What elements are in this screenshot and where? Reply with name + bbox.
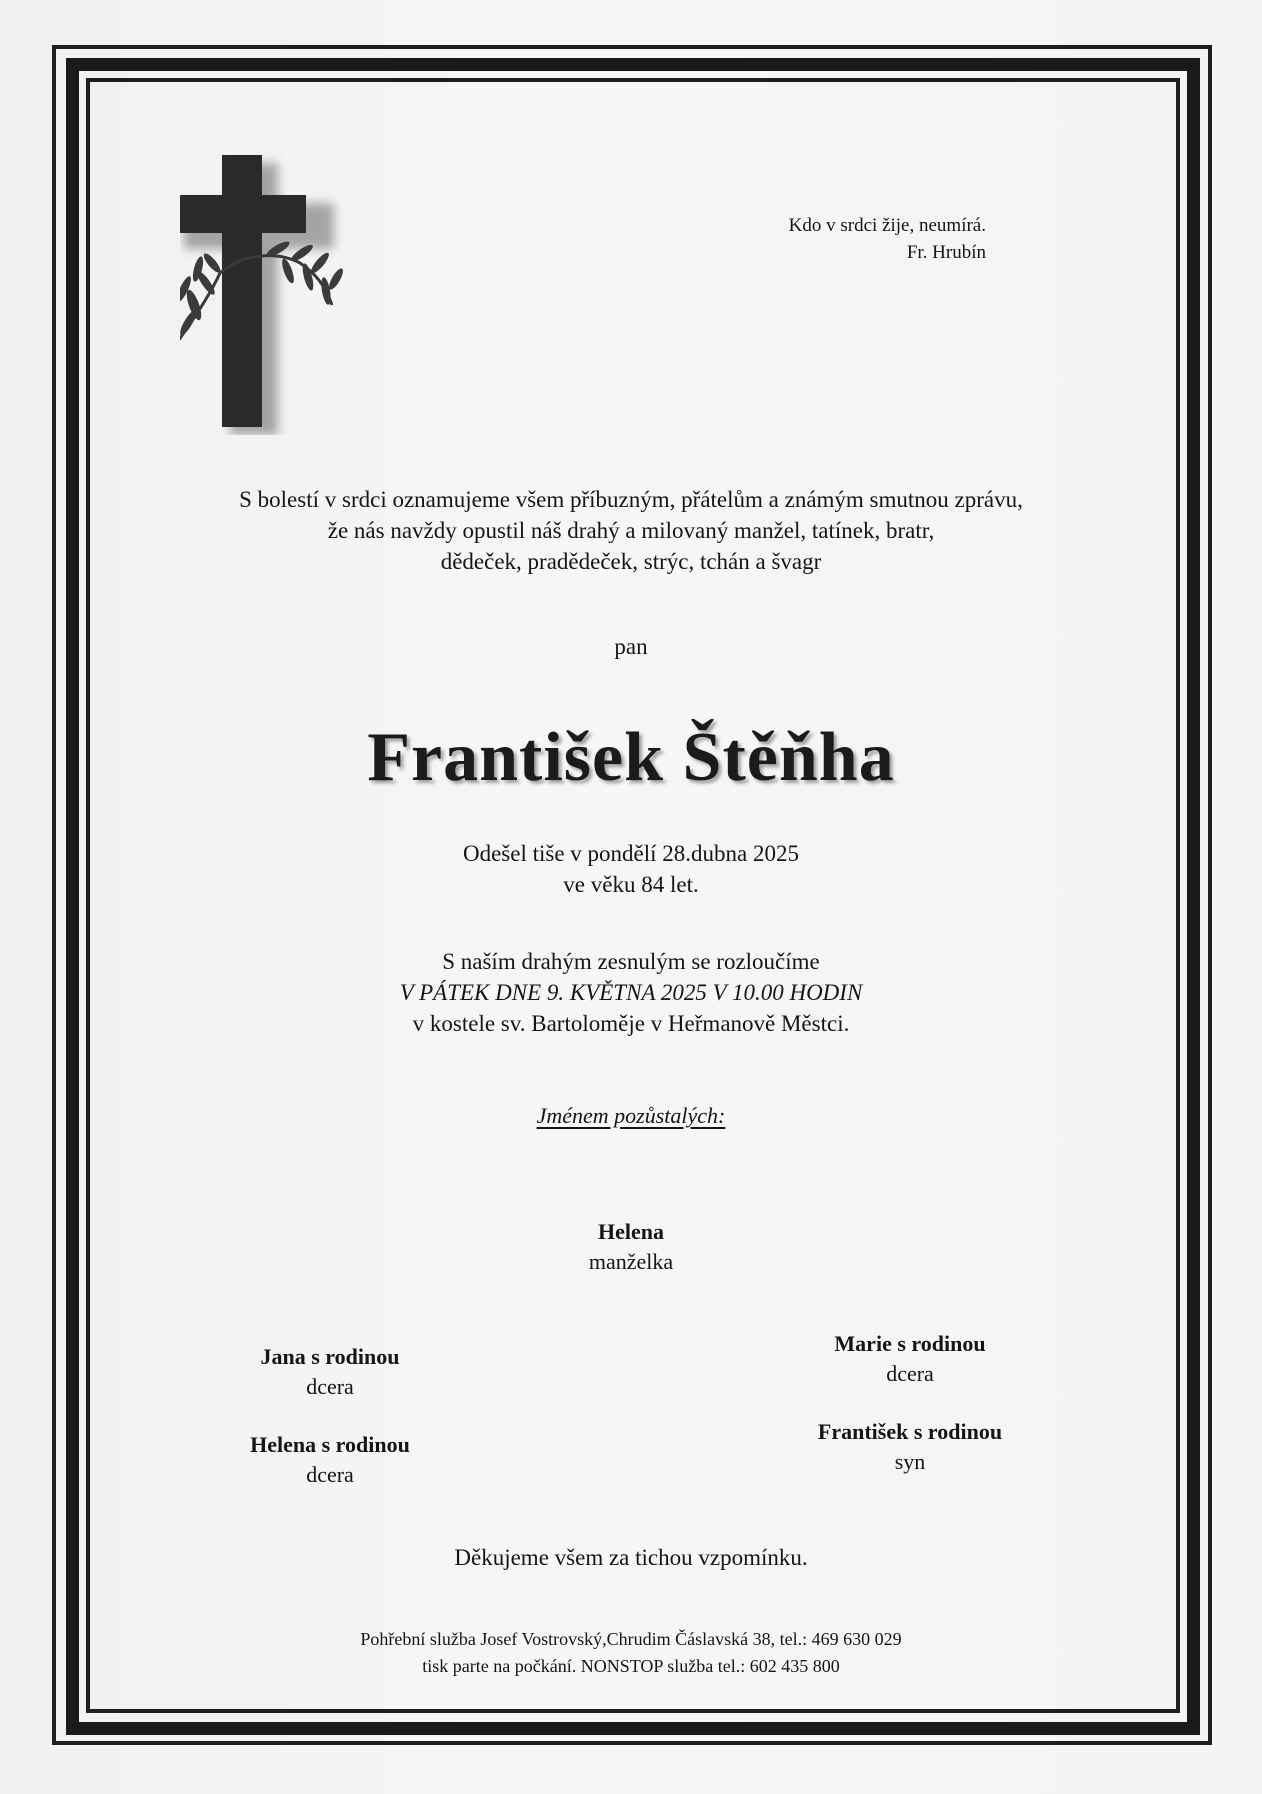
ceremony-place: v kostele sv. Bartoloměje v Heřmanově Městci.	[412, 1011, 850, 1036]
announcement-line: že nás navždy opustil náš drahý a milovaný manžel, tatínek, bratr,	[327, 518, 935, 543]
announcement	[100, 484, 1162, 577]
mourner-relation: dcera	[306, 1462, 354, 1487]
mourner-wife	[531, 1217, 731, 1277]
title-word: pan	[614, 634, 648, 659]
footer-line: tisk parte na počkání. NONSTOP služba tel.: 602 435 800	[422, 1656, 840, 1676]
quote	[789, 212, 986, 266]
ceremony-intro: S naším drahým zesnulým se rozloučíme	[442, 949, 820, 974]
thanks-text: Děkujeme všem za tichou vzpomínku.	[454, 1545, 808, 1570]
deceased-name: František Štěňha	[367, 719, 895, 796]
mourner-name: Jana s rodinou	[260, 1344, 400, 1369]
mourner-left-1	[190, 1342, 470, 1402]
mourner-name: František s rodinou	[817, 1419, 1003, 1444]
passing-age: ve věku 84 let.	[563, 872, 699, 897]
quote-text: Kdo v srdci žije, neumírá.	[788, 215, 986, 236]
passing-info	[100, 838, 1162, 900]
mourner-name: Helena s rodinou	[250, 1432, 410, 1457]
on-behalf-text: Jménem pozůstalých:	[536, 1103, 726, 1128]
mourner-right-1	[760, 1329, 1060, 1389]
cross-with-olive-branch-icon	[180, 145, 420, 435]
quote-author: Fr. Hrubín	[906, 242, 986, 263]
mourner-relation: manželka	[588, 1249, 674, 1274]
mourner-relation: dcera	[886, 1361, 934, 1386]
mourner-left-2	[190, 1430, 470, 1490]
mourner-relation: dcera	[306, 1374, 354, 1399]
on-behalf-heading	[100, 1103, 1162, 1129]
mourner-name: Helena	[598, 1219, 664, 1244]
ceremony-datetime: V PÁTEK DNE 9. KVĚTNA 2025 V 10.00 HODIN	[399, 980, 863, 1005]
funeral-service-footer	[100, 1626, 1162, 1680]
passing-date: Odešel tiše v pondělí 28.dubna 2025	[462, 841, 799, 866]
footer-line: Pohřební služba Josef Vostrovský,Chrudim Čáslavská 38, tel.: 469 630 029	[360, 1629, 902, 1649]
mourner-name: Marie s rodinou	[834, 1331, 986, 1356]
ceremony-info	[100, 946, 1162, 1039]
mourner-relation: syn	[894, 1449, 926, 1474]
announcement-line: S bolestí v srdci oznamujeme všem příbuzným, přátelům a známým smutnou zprávu,	[239, 487, 1023, 512]
announcement-line: dědeček, pradědeček, strýc, tchán a švagr	[440, 549, 822, 574]
mourner-right-2	[760, 1417, 1060, 1477]
